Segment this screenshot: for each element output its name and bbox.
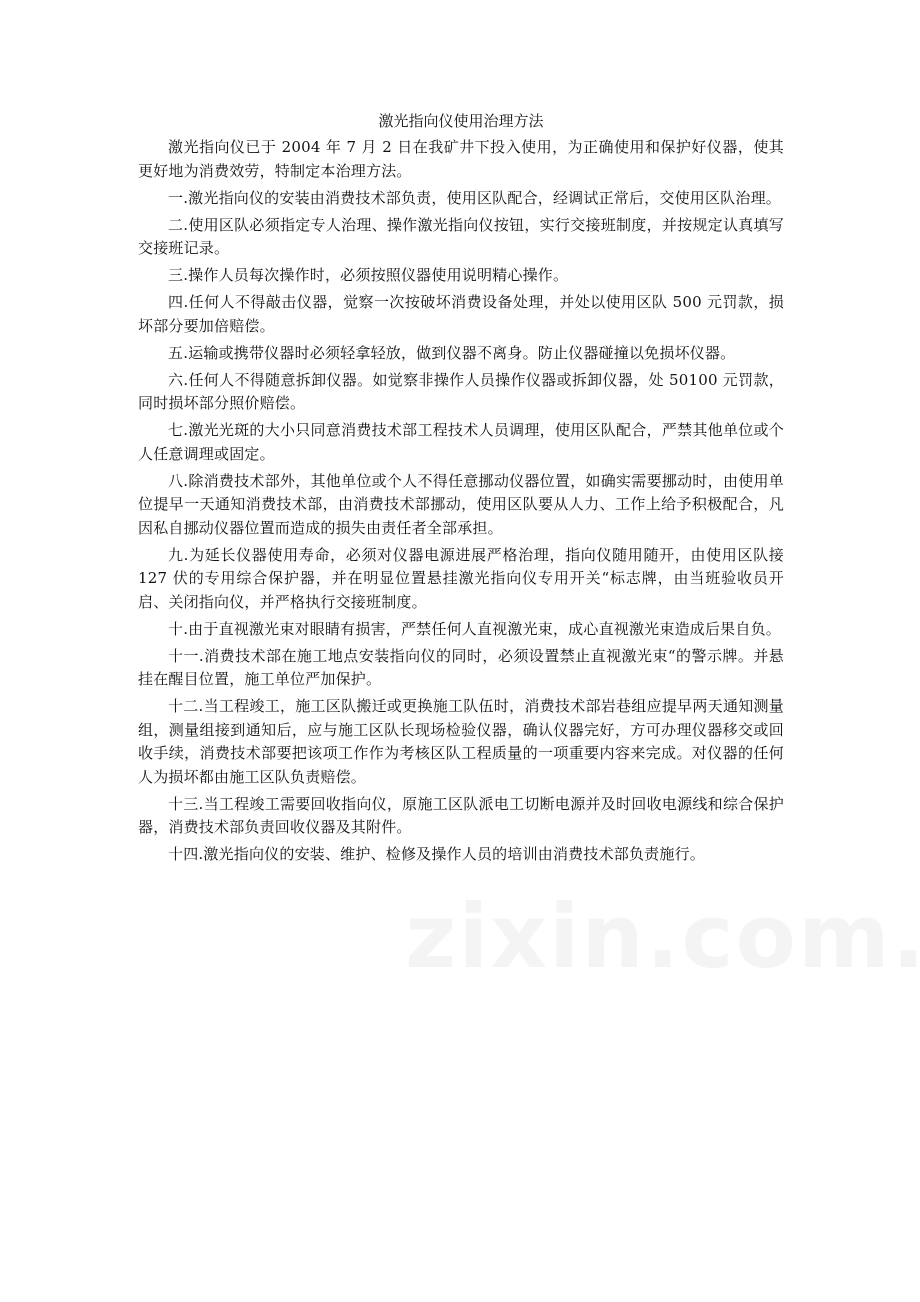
paragraph-1: 一.激光指向仪的安装由消费技术部负责，使用区队配合，经调试正常后，交使用区队治理。 bbox=[168, 188, 781, 207]
paragraph-2: 二.使用区队必须指定专人治理、操作激光指向仪按钮，实行交接班制度，并按规定认真填写交接班记录。 bbox=[138, 215, 784, 257]
paragraph-10: 十.由于直视激光束对眼睛有损害，严禁任何人直视激光束，成心直视激光束造成后果自负。 bbox=[168, 619, 781, 638]
paragraph-5: 五.运输或携带仪器时必须轻拿轻放，做到仪器不离身。防止仪器碰撞以免损坏仪器。 bbox=[168, 343, 736, 362]
document-title: 激光指向仪使用治理方法 bbox=[378, 112, 544, 130]
paragraph-9: 九.为延长仪器使用寿命，必须对仪器电源进展严格治理，指向仪随用随开，由使用区队接 127 伏的专用综合保护器，并在明显位置悬挂激光指向仪专用开关“标志牌，由当班验收员开启、关闭指向仪，并严格执行交接班制度。 bbox=[138, 545, 784, 611]
paragraph-13: 十三.当工程竣工需要回收指向仪，原施工区队派电工切断电源并及时回收电源线和综合保护器，消费技术部负责回收仪器及其附件。 bbox=[138, 794, 784, 836]
paragraph-12: 十二.当工程竣工，施工区队搬迁或更换施工队伍时，消费技术部岩巷组应提早两天通知测量组，测量组接到通知后，应与施工区队长现场检验仪器，确认仪器完好，方可办理仪器移交或回收手续，消费技术部要把该项工作作为考核区队工程质量的一项重要内容来完成。对仪器的任何人为损坏都由施工区队负责赔偿。 bbox=[138, 697, 784, 786]
paragraph-14: 十四.激光指向仪的安装、维护、检修及操作人员的培训由消费技术部负责施行。 bbox=[168, 845, 705, 863]
paragraph-8: 八.除消费技术部外，其他单位或个人不得任意挪动仪器位置，如确实需要挪动时，由使用单位提早一天通知消费技术部，由消费技术部挪动，使用区队要从人力、工作上给予积极配合，凡因私自挪动仪器位置而造成的损失由责任者全部承担。 bbox=[138, 471, 784, 537]
paragraph-7: 七.激光光斑的大小只同意消费技术部工程技术人员调理，使用区队配合，严禁其他单位或个人任意调理或固定。 bbox=[138, 421, 784, 463]
paragraph-3: 三.操作人员每次操作时，必须按照仪器使用说明精心操作。 bbox=[168, 266, 569, 284]
paragraph-intro: 激光指向仪已于 2004 年 7 月 2 日在我矿井下投入使用，为正确使用和保护好仪器，使其更好地为消费效劳，特制定本治理方法。 bbox=[138, 138, 784, 180]
document-page bbox=[138, 108, 784, 870]
paragraph-4: 四.任何人不得敲击仪器，觉察一次按破坏消费设备处理，并处以使用区队 500 元罚款，损坏部分要加倍赔偿。 bbox=[138, 293, 784, 335]
paragraph-11: 十一.消费技术部在施工地点安装指向仪的同时，必须设置禁止直视激光束“的警示牌。并悬挂在醒目位置，施工单位严加保护。 bbox=[138, 646, 784, 688]
paragraph-6: 六.任何人不得随意拆卸仪器。如觉察非操作人员操作仪器或拆卸仪器，处 50100 元罚款，同时损坏部分照价赔偿。 bbox=[138, 370, 784, 412]
watermark-logo bbox=[405, 885, 920, 988]
